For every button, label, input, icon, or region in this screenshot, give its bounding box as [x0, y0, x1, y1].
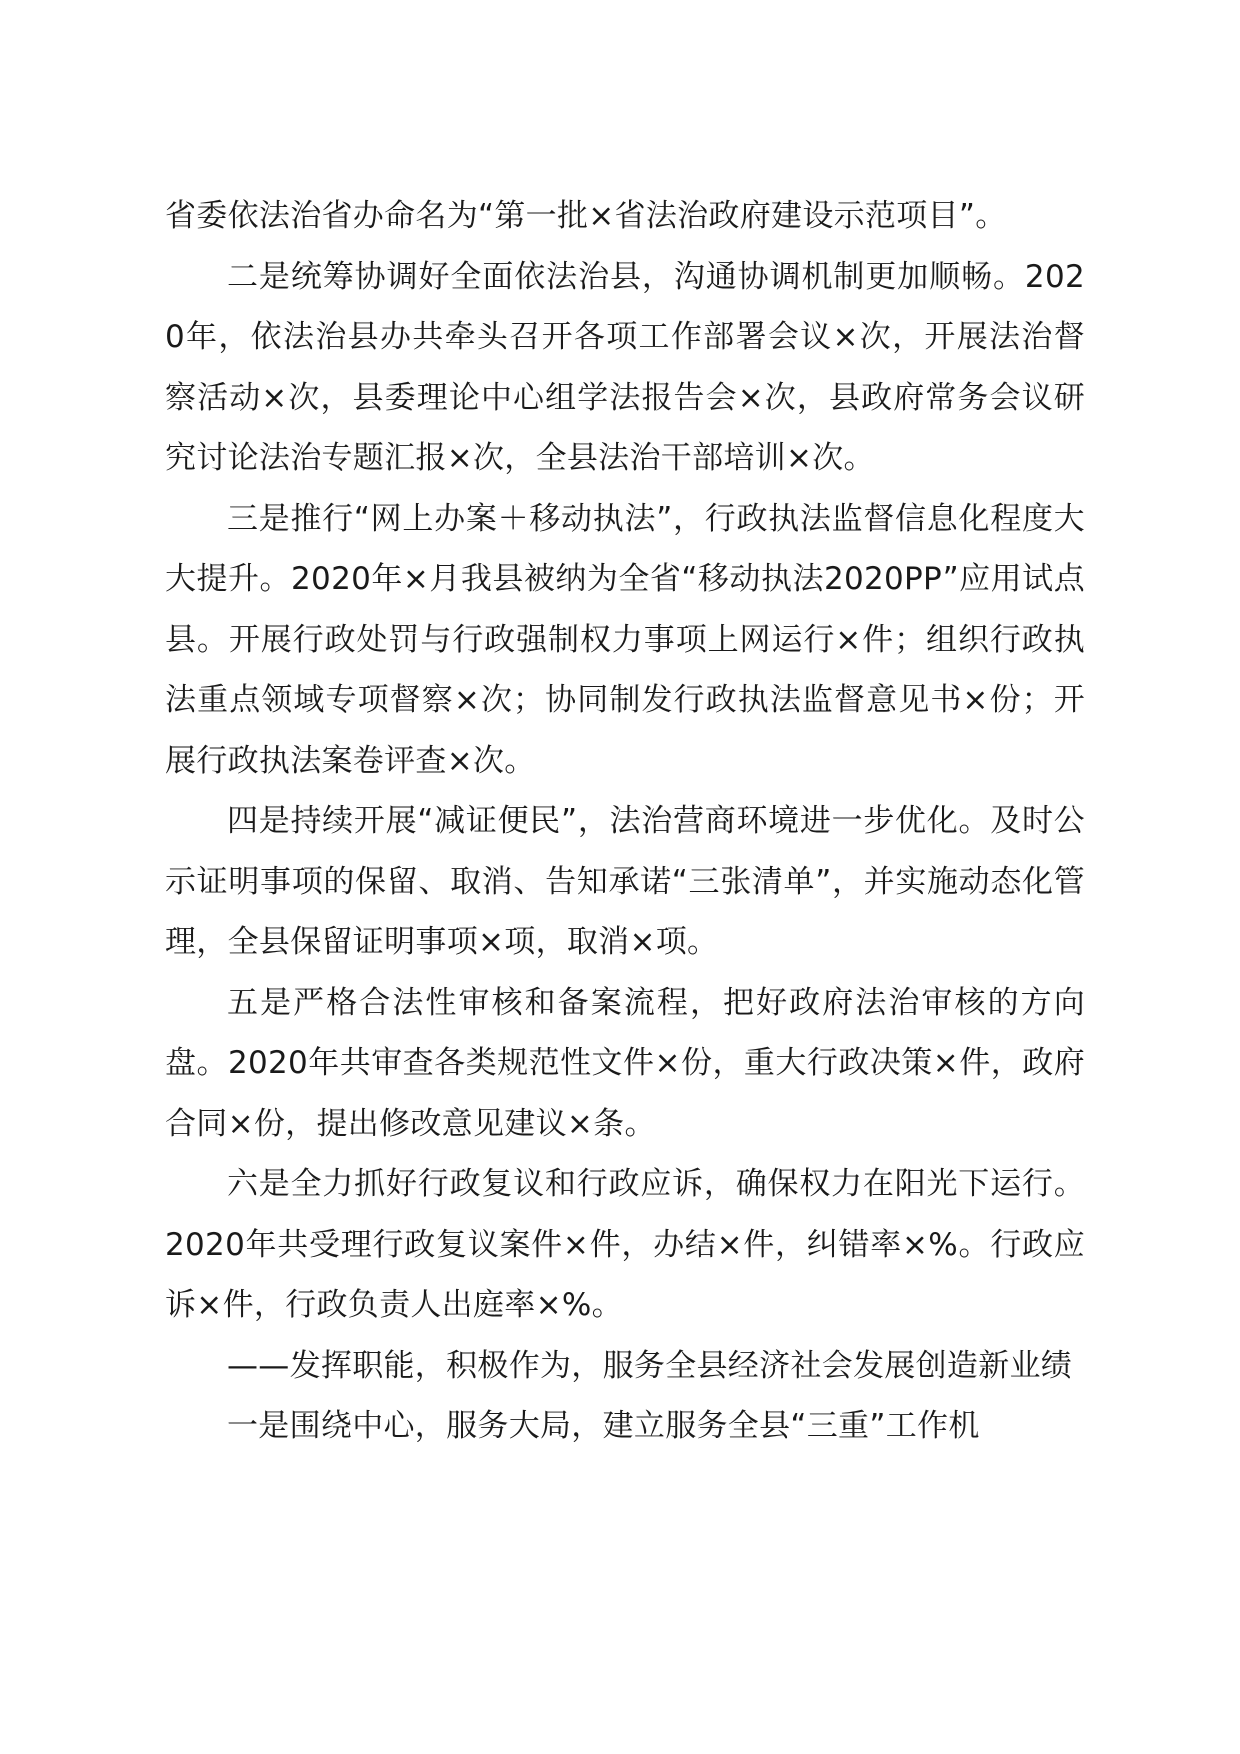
paragraph-2: 二是统筹协调好全面依法治县，沟通协调机制更加顺畅。2020年，依法治县办共牵头召开各项工作部署会议×次，开展法治督察活动×次，县委理论中心组学法报告会×次，县政府常务会议研究讨论法治专题汇报×次，全县法治干部培训×次。 [165, 258, 1085, 476]
paragraph-7: 一是围绕中心，服务大局，建立服务全县“三重”工作机 [227, 1408, 980, 1444]
paragraph-6: 六是全力抓好行政复议和行政应诉，确保权力在阳光下运行。2020年共受理行政复议案件×件，办结×件，纠错率×%。行政应诉×件，行政负责人出庭率×%。 [165, 1166, 1085, 1323]
section-heading: ——发挥职能，积极作为，服务全县经济社会发展创造新业绩 [227, 1347, 1073, 1384]
document-body [165, 186, 1085, 1457]
paragraph-1: 省委依法治省办命名为“第一批×省法治政府建设示范项目”。 [165, 198, 1007, 234]
paragraph-3: 三是推行“网上办案＋移动执法”，行政执法监督信息化程度大大提升。2020年×月我县被纳为全省“移动执法2020PP”应用试点县。开展行政处罚与行政强制权力事项上网运行×件；组织行政执法重点领域专项督察×次；协同制发行政执法监督意见书×份；开展行政执法案卷评查×次。 [165, 500, 1085, 779]
paragraph-4: 四是持续开展“减证便民”，法治营商环境进一步优化。及时公示证明事项的保留、取消、告知承诺“三张清单”，并实施动态化管理，全县保留证明事项×项，取消×项。 [165, 803, 1085, 960]
paragraph-5: 五是严格合法性审核和备案流程，把好政府法治审核的方向盘。2020年共审查各类规范性文件×份，重大行政决策×件，政府合同×份，提出修改意见建议×条。 [165, 984, 1085, 1142]
